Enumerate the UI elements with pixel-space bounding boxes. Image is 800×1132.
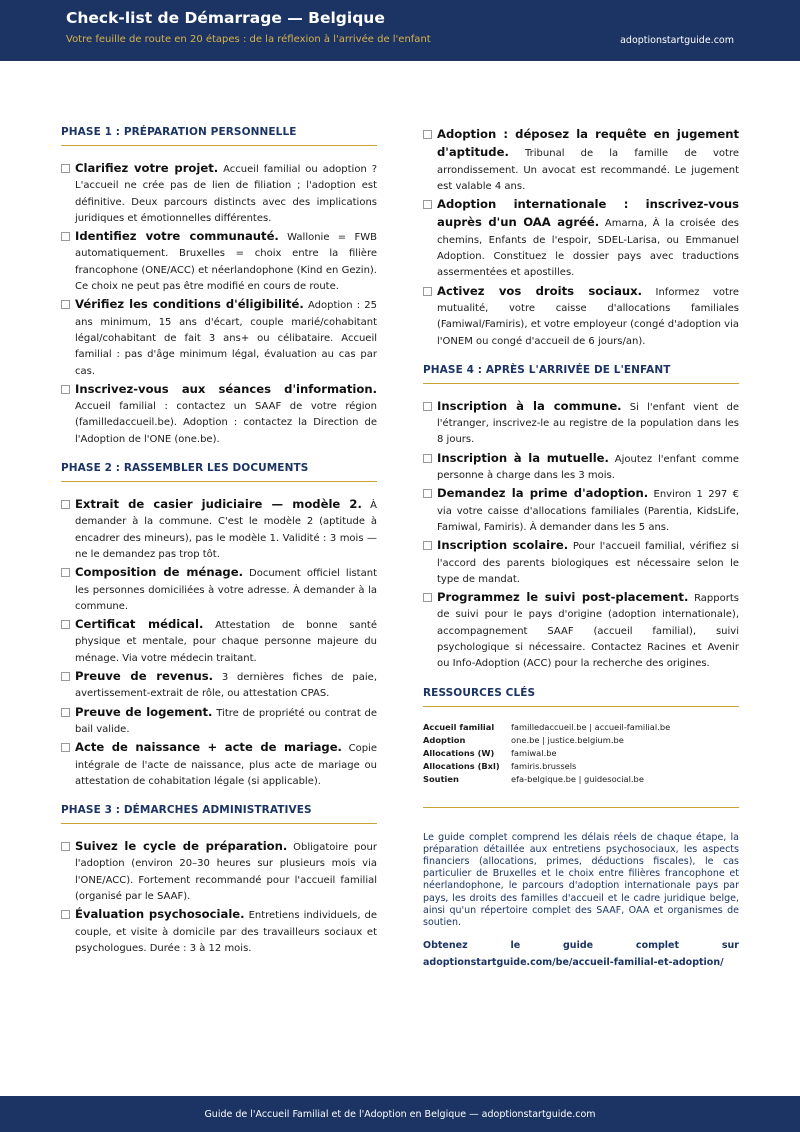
item-text: Rapports de suivi pour le pays d'origine (adoption internationale), accompagnement SAAF (accueil familial), suivi psychologique si nécessaire. Contactez Racines et Avenir ou Info-Adoption (ACC) pour la recherche des origines. xyxy=(437,593,739,670)
checklist-item[interactable] xyxy=(423,126,739,195)
phase-4-heading: PHASE 4 : APRÈS L'ARRIVÉE DE L'ENFANT xyxy=(423,364,739,384)
item-head: Demandez la prime d'adoption. xyxy=(437,486,649,501)
resource-links[interactable]: one.be | justice.belgium.be xyxy=(511,734,624,745)
item-head: Adoption internationale : inscrivez-vous auprès d'un OAA agréé. xyxy=(437,197,739,230)
checkbox-icon[interactable] xyxy=(61,568,70,577)
right-column xyxy=(423,126,739,971)
item-text: Document officiel listant les personnes domiciliées à votre adresse. À demander à la commune. xyxy=(75,568,377,612)
phase-3-heading: PHASE 3 : DÉMARCHES ADMINISTRATIVES xyxy=(61,804,377,824)
header-site-link[interactable]: adoptionstartguide.com xyxy=(620,35,734,46)
checkbox-icon[interactable] xyxy=(61,743,70,752)
page-subtitle: Votre feuille de route en 20 étapes : de la réflexion à l'arrivée de l'enfant xyxy=(66,34,431,45)
page-title: Check-list de Démarrage — Belgique xyxy=(66,9,385,27)
item-text: Obligatoire pour l'adoption (environ 20–30 heures sur plusieurs mois via l'ONE/ACC). Fortement recommandé pour l'accueil familial (organisé par le SAAF). xyxy=(75,842,377,902)
item-head: Clarifiez votre projet. xyxy=(75,161,219,175)
checklist-item[interactable] xyxy=(61,496,377,563)
resource-links[interactable]: efa-belgique.be | guidesocial.be xyxy=(511,774,644,785)
item-text: Accueil familial : contactez un SAAF de votre région (familledaccueil.be). Adoption : contactez la Direction de l'Adoption de l'ONE (one.be). xyxy=(75,401,377,445)
checkbox-icon[interactable] xyxy=(423,130,432,139)
item-text: Tribunal de la famille de votre arrondissement. Un avocat est recommandé. Le jugement est valable 4 ans. xyxy=(437,148,739,192)
checkbox-icon[interactable] xyxy=(423,541,432,550)
resource-row xyxy=(423,773,739,786)
checkbox-icon[interactable] xyxy=(61,500,70,509)
checkbox-icon[interactable] xyxy=(61,708,70,717)
resource-row xyxy=(423,721,739,734)
checkbox-icon[interactable] xyxy=(61,842,70,851)
checkbox-icon[interactable] xyxy=(61,232,70,241)
item-text: Wallonie = FWB automatiquement. Bruxelles = choix entre la filière francophone (ONE/ACC) et néerlandophone (Kind en Gezin). Ce choix ne peut pas être modifié en cours de route. xyxy=(75,232,378,293)
checklist-item[interactable] xyxy=(423,589,739,672)
checklist-item[interactable] xyxy=(61,616,377,667)
item-head: Certificat médical. xyxy=(75,617,204,632)
item-head: Inscription scolaire. xyxy=(437,538,569,553)
item-head: Programmez le suivi post-placement. xyxy=(437,590,689,605)
item-text: Copie intégrale de l'acte de naissance, plus acte de mariage ou attestation de cohabitation légale (si applicable). xyxy=(75,743,377,787)
item-text: Amarna, À la croisée des chemins, Enfants de l'espoir, SDEL-Larisa, ou Emmanuel Adoption. Constituez le dossier pays avec traductions assermentées et apostilles. xyxy=(437,218,739,279)
resource-label: Allocations (Bxl) xyxy=(423,761,500,772)
checkbox-icon[interactable] xyxy=(61,385,70,394)
checklist-item[interactable] xyxy=(423,485,739,536)
item-head: Évaluation psychosociale. xyxy=(75,907,245,922)
resource-row xyxy=(423,734,739,747)
resource-row xyxy=(423,760,739,773)
resources-heading: RESSOURCES CLÉS xyxy=(423,687,739,707)
checkbox-icon[interactable] xyxy=(61,620,70,629)
item-head: Suivez le cycle de préparation. xyxy=(75,839,288,854)
item-head: Inscrivez-vous aux séances d'information. xyxy=(75,381,377,396)
resource-label: Soutien xyxy=(423,774,459,785)
item-head: Composition de ménage. xyxy=(75,565,243,580)
resource-links[interactable]: famiwal.be xyxy=(511,748,557,759)
phase-2-heading: PHASE 2 : RASSEMBLER LES DOCUMENTS xyxy=(61,462,377,482)
checkbox-icon[interactable] xyxy=(61,300,70,309)
item-text: Titre de propriété ou contrat de bail valide. xyxy=(75,707,378,735)
checkbox-icon[interactable] xyxy=(423,593,432,602)
checklist-item[interactable] xyxy=(423,450,739,485)
footer-text: Guide de l'Accueil Familial et de l'Adoption en Belgique — adoptionstartguide.com xyxy=(204,1108,596,1120)
checklist-item[interactable] xyxy=(61,381,377,448)
checklist-item[interactable] xyxy=(61,296,377,379)
item-head: Inscription à la commune. xyxy=(437,398,622,413)
checkbox-icon[interactable] xyxy=(423,200,432,209)
checklist-item[interactable] xyxy=(61,160,377,227)
checklist-item[interactable] xyxy=(423,537,739,588)
checklist-item[interactable] xyxy=(61,739,377,790)
item-text: Accueil familial ou adoption ? L'accueil ne crée pas de lien de filiation ; l'adoption est définitive. Deux parcours distincts avec des implications juridiques et émotionnelles différentes. xyxy=(75,164,378,224)
checklist-item[interactable] xyxy=(423,196,739,281)
resource-links[interactable]: famiris.brussels xyxy=(511,761,577,772)
resource-row xyxy=(423,747,739,760)
item-head: Vérifiez les conditions d'éligibilité. xyxy=(75,297,304,312)
resource-links[interactable]: familledaccueil.be | accueil-familial.be xyxy=(511,721,671,732)
item-text: Adoption : 25 ans minimum, 15 ans d'écart, couple marié/cohabitant légal/cohabitant de fait 3 ans+ ou célibataire. Accueil familial : pas d'âge minimum légal, évaluation au cas par cas. xyxy=(75,300,377,377)
item-text: Pour l'accueil familial, vérifiez si l'accord des parents biologiques est nécessaire selon le type de mandat. xyxy=(437,541,739,585)
checklist-item[interactable] xyxy=(423,283,739,350)
checklist-item[interactable] xyxy=(61,228,377,295)
page-footer xyxy=(0,1096,800,1132)
item-text: Attestation de bonne santé physique et mentale, pour chaque personne majeure du ménage. Via votre médecin traitant. xyxy=(75,620,377,664)
item-text: 3 dernières fiches de paie, avertissement-extrait de rôle, ou attestation CPAS. xyxy=(75,672,377,700)
checklist-item[interactable] xyxy=(61,906,377,957)
item-text: Environ 1 297 € via votre caisse d'allocations familiales (Parentia, KidsLife, Famiwal, Famiris). À demander dans les 5 ans. xyxy=(437,489,739,533)
checklist-item[interactable] xyxy=(61,564,377,615)
checklist-item[interactable] xyxy=(61,668,377,703)
item-head: Activez vos droits sociaux. xyxy=(437,283,643,298)
item-text: Si l'enfant vient de l'étranger, inscrivez-le au registre de la population dans les 8 jours. xyxy=(437,401,739,446)
checkbox-icon[interactable] xyxy=(61,672,70,681)
item-text: Entretiens individuels, de couple, et visite à domicile par des travailleurs sociaux et psychologues. Durée : 3 à 12 mois. xyxy=(75,910,378,954)
checkbox-icon[interactable] xyxy=(423,454,432,463)
item-head: Acte de naissance + acte de mariage. xyxy=(75,740,342,755)
item-head: Adoption : déposez la requête en jugement d'aptitude. xyxy=(437,127,739,160)
resource-label: Accueil familial xyxy=(423,721,495,732)
phase-1-heading: PHASE 1 : PRÉPARATION PERSONNELLE xyxy=(61,126,377,146)
item-head: Extrait de casier judiciaire — modèle 2. xyxy=(75,497,362,512)
item-text: Ajoutez l'enfant comme personne à charge dans les 3 mois. xyxy=(437,453,739,482)
item-head: Preuve de revenus. xyxy=(75,669,214,684)
left-column xyxy=(61,126,377,958)
resource-label: Allocations (W) xyxy=(423,748,495,759)
checklist-item[interactable] xyxy=(61,838,377,905)
item-head: Inscription à la mutuelle. xyxy=(437,450,609,465)
promo-text: Le guide complet comprend les délais réels de chaque étape, la préparation détaillée aux entretiens psychosociaux, les aspects financiers (allocations, primes, déductions fiscales), le cas particulier de Bruxelles et le choix entre filières francophone et néerlandophone, le parcours d'adoption internationale pays par pays, les droits des familles d'accueil et le cadre juridique belge, ainsi qu'un répertoire complet des SAAF, OAA et organismes de soutien. xyxy=(423,831,739,929)
resource-label: Adoption xyxy=(423,734,466,745)
item-text: À demander à la commune. C'est le modèle 2 (aptitude à encadrer des mineurs), pas le modèle 1. Validité : 3 mois — ne le demandez pas trop tôt. xyxy=(75,500,377,560)
checkbox-icon[interactable] xyxy=(61,910,70,919)
checklist-item[interactable] xyxy=(61,704,377,739)
guide-cta-link[interactable]: Obtenez le guide complet sur adoptionstartguide.com/be/accueil-familial-et-adoption/ xyxy=(423,940,739,969)
page-header xyxy=(0,0,800,61)
checkbox-icon[interactable] xyxy=(61,164,70,173)
item-head: Identifiez votre communauté. xyxy=(75,229,279,244)
checkbox-icon[interactable] xyxy=(423,402,432,411)
checkbox-icon[interactable] xyxy=(423,287,432,296)
item-head: Preuve de logement. xyxy=(75,704,213,719)
divider xyxy=(423,807,739,808)
checkbox-icon[interactable] xyxy=(423,489,432,498)
checklist-item[interactable] xyxy=(423,398,739,449)
item-text: Informez votre mutualité, votre caisse d'allocations familiales (Famiwal/Famiris), et votre employeur (congé d'adoption via l'ONEM ou congé d'accueil de 6 jours/an). xyxy=(437,286,739,347)
resources-table xyxy=(423,721,739,787)
